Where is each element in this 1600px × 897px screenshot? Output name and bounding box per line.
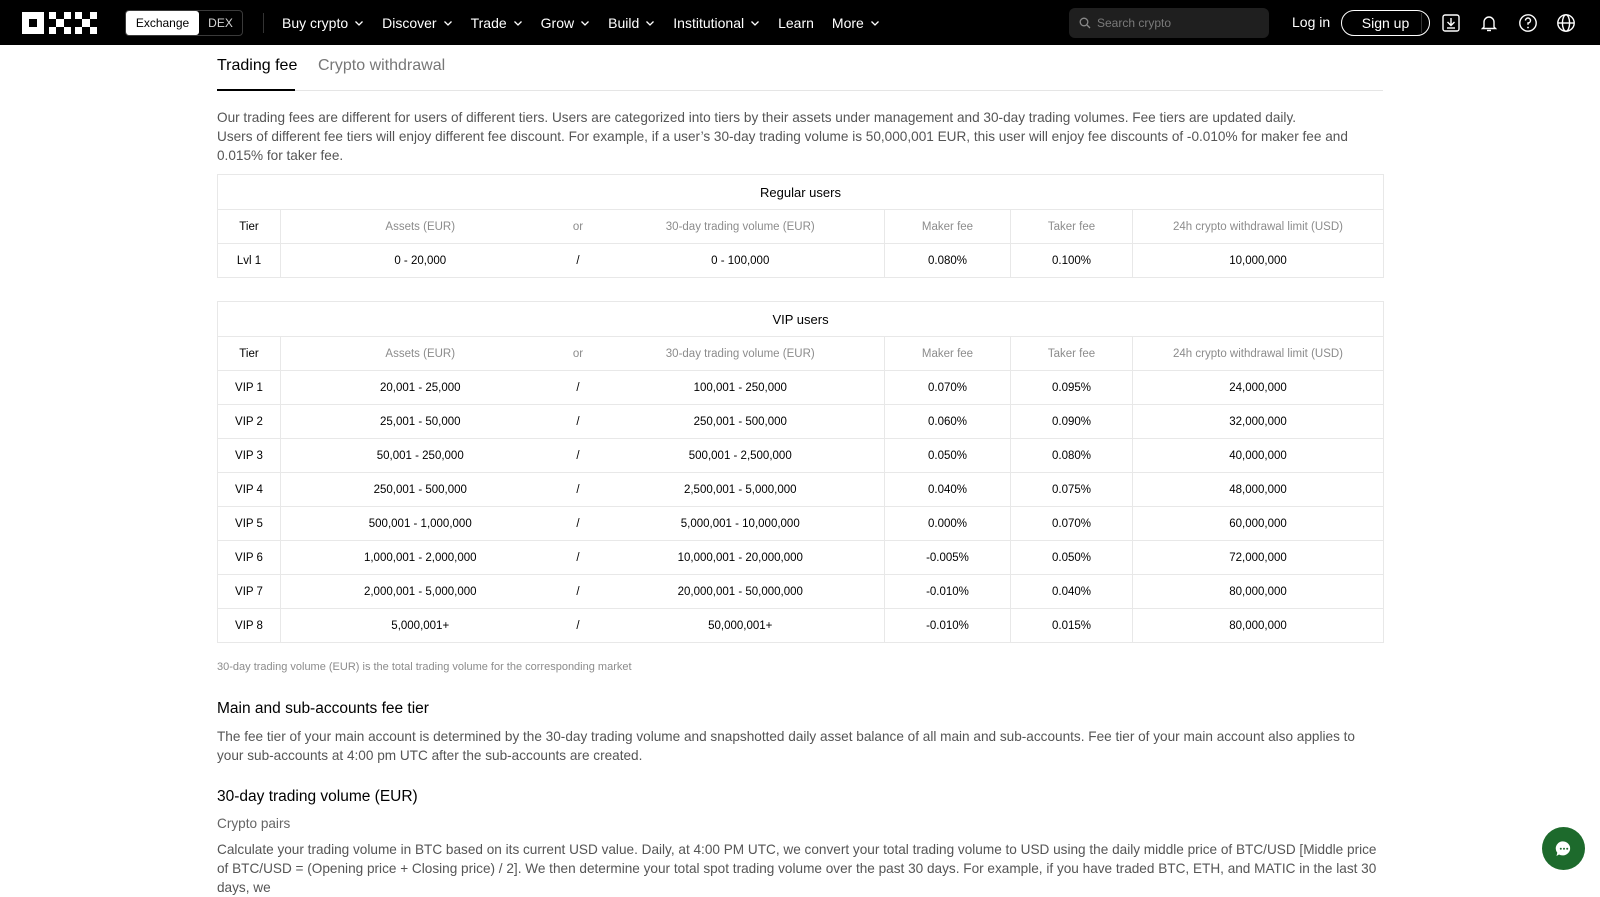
intro-paragraph: Our trading fees are different for users of different tiers. Users are categorized into tiers by their assets under management and 30-day trading volumes. Fee tiers are updated daily. <box>217 110 1297 125</box>
cell-maker-fee: 0.070% <box>885 371 1011 405</box>
intro-text <box>217 108 1383 165</box>
cell-maker-fee: -0.005% <box>885 541 1011 575</box>
nav-more[interactable] <box>832 15 880 31</box>
col-header-taker-fee: Taker fee <box>1011 210 1133 244</box>
section-title-volume: 30-day trading volume (EUR) <box>217 788 418 805</box>
table-header-row <box>218 210 1384 244</box>
exchange-toggle-option[interactable]: Exchange <box>126 11 199 35</box>
cell-assets: 250,001 - 500,000 <box>281 473 560 507</box>
cell-volume: 500,001 - 2,500,000 <box>597 439 885 473</box>
cell-tier: VIP 5 <box>218 507 281 541</box>
col-header-withdrawal-limit: 24h crypto withdrawal limit (USD) <box>1133 337 1384 371</box>
section-text-main-sub: The fee tier of your main account is determined by the 30-day trading volume and snapshotted daily asset balance of all main and sub-accounts. Fee tier of your main account also applies to your sub-accounts at 4:00 pm UTC after the sub-accounts are created. <box>217 729 1355 763</box>
fee-tabs <box>217 45 1383 91</box>
cell-taker-fee: 0.075% <box>1011 473 1133 507</box>
col-header-volume: 30-day trading volume (EUR) <box>597 337 885 371</box>
main-nav <box>282 0 898 45</box>
crypto-pairs-label: Crypto pairs <box>217 816 291 831</box>
cell-volume: 100,001 - 250,000 <box>597 371 885 405</box>
col-header-taker-fee: Taker fee <box>1011 337 1133 371</box>
cell-assets: 500,001 - 1,000,000 <box>281 507 560 541</box>
cell-maker-fee: 0.040% <box>885 473 1011 507</box>
cell-volume: 50,000,001+ <box>597 609 885 643</box>
cell-maker-fee: -0.010% <box>885 609 1011 643</box>
tab-crypto-withdrawal[interactable]: Crypto withdrawal <box>318 57 446 74</box>
login-link[interactable]: Log in <box>1292 14 1331 30</box>
cell-tier: VIP 6 <box>218 541 281 575</box>
cell-volume: 0 - 100,000 <box>597 244 885 278</box>
chevron-down-icon <box>580 18 590 28</box>
table-row <box>218 439 1384 473</box>
table-title: Regular users <box>218 175 1384 210</box>
cell-maker-fee: 0.050% <box>885 439 1011 473</box>
nav-divider <box>263 13 264 33</box>
table-title: VIP users <box>218 302 1384 337</box>
nav-label: More <box>831 14 864 31</box>
cell-or: / <box>560 507 597 541</box>
nav-discover[interactable] <box>382 15 452 31</box>
cell-assets: 2,000,001 - 5,000,000 <box>281 575 560 609</box>
cell-taker-fee: 0.040% <box>1011 575 1133 609</box>
nav-label: Build <box>608 14 640 31</box>
table-header-row <box>218 337 1384 371</box>
okx-logo[interactable] <box>22 12 99 34</box>
nav-label: Institutional <box>673 14 745 31</box>
signup-button[interactable]: Sign up <box>1341 10 1430 36</box>
chevron-down-icon <box>645 18 655 28</box>
col-header-withdrawal-limit: 24h crypto withdrawal limit (USD) <box>1133 210 1384 244</box>
chevron-down-icon <box>870 18 880 28</box>
col-header-or: or <box>560 210 597 244</box>
chat-button[interactable] <box>1542 827 1585 870</box>
cell-or: / <box>560 473 597 507</box>
globe-icon[interactable] <box>1556 13 1576 33</box>
table-row <box>218 575 1384 609</box>
col-header-tier: Tier <box>218 210 281 244</box>
dex-toggle-option[interactable]: DEX <box>208 16 233 30</box>
nav-buy-crypto[interactable] <box>282 15 364 31</box>
cell-maker-fee: -0.010% <box>885 575 1011 609</box>
cell-tier: VIP 4 <box>218 473 281 507</box>
cell-volume: 250,001 - 500,000 <box>597 405 885 439</box>
nav-label: Grow <box>540 14 575 31</box>
table-row <box>218 473 1384 507</box>
nav-grow[interactable] <box>541 15 590 31</box>
cell-withdrawal-limit: 32,000,000 <box>1133 405 1384 439</box>
cell-or: / <box>560 439 597 473</box>
cell-or: / <box>560 541 597 575</box>
nav-divider <box>1421 13 1422 33</box>
cell-volume: 2,500,001 - 5,000,000 <box>597 473 885 507</box>
section-title-main-sub: Main and sub-accounts fee tier <box>217 700 429 717</box>
table-row <box>218 507 1384 541</box>
cell-or: / <box>560 405 597 439</box>
cell-tier: Lvl 1 <box>218 244 281 278</box>
cell-taker-fee: 0.100% <box>1011 244 1133 278</box>
cell-assets: 0 - 20,000 <box>281 244 560 278</box>
chevron-down-icon <box>750 18 760 28</box>
nav-label: Buy crypto <box>282 14 349 31</box>
table-row <box>218 371 1384 405</box>
cell-withdrawal-limit: 80,000,000 <box>1133 575 1384 609</box>
section-text-volume: Calculate your trading volume in BTC based on its current USD value. Daily, at 4:00 PM UTC, we convert your total trading volume to USD using the daily middle price of BTC/USD [Middle price of BTC/USD = (Opening price + Closing price) / 2]. We then determine your total spot trading volume over the past 30 days. For example, if you have traded BTC, ETH, and MATIC in the last 30 days, we <box>217 842 1377 895</box>
cell-taker-fee: 0.070% <box>1011 507 1133 541</box>
cell-or: / <box>560 609 597 643</box>
nav-label: Trade <box>470 14 507 31</box>
cell-withdrawal-limit: 24,000,000 <box>1133 371 1384 405</box>
tab-trading-fee[interactable]: Trading fee <box>217 57 298 74</box>
intro-paragraph: Users of different fee tiers will enjoy different fee discount. For example, if a user’s 30-day trading volume is 50,000,001 EUR, this user will enjoy fee discounts of -0.010% for maker fee and 0.015% for taker fee. <box>217 129 1348 163</box>
table-row <box>218 405 1384 439</box>
cell-taker-fee: 0.015% <box>1011 609 1133 643</box>
download-icon[interactable] <box>1441 13 1461 33</box>
col-header-maker-fee: Maker fee <box>885 337 1011 371</box>
nav-institutional[interactable] <box>673 15 760 31</box>
col-header-assets: Assets (EUR) <box>281 337 560 371</box>
active-tab-indicator <box>217 89 295 91</box>
cell-assets: 25,001 - 50,000 <box>281 405 560 439</box>
nav-learn[interactable] <box>778 15 814 31</box>
cell-or: / <box>560 575 597 609</box>
exchange-dex-toggle <box>125 10 243 36</box>
search-icon <box>1079 17 1091 29</box>
vip-users-table <box>217 301 1384 643</box>
col-header-tier: Tier <box>218 337 281 371</box>
cell-withdrawal-limit: 80,000,000 <box>1133 609 1384 643</box>
cell-volume: 10,000,001 - 20,000,000 <box>597 541 885 575</box>
cell-withdrawal-limit: 40,000,000 <box>1133 439 1384 473</box>
chevron-down-icon <box>513 18 523 28</box>
cell-maker-fee: 0.060% <box>885 405 1011 439</box>
cell-assets: 1,000,001 - 2,000,000 <box>281 541 560 575</box>
table-row <box>218 609 1384 643</box>
cell-taker-fee: 0.080% <box>1011 439 1133 473</box>
table-row <box>218 541 1384 575</box>
nav-build[interactable] <box>608 15 655 31</box>
cell-withdrawal-limit: 72,000,000 <box>1133 541 1384 575</box>
nav-label: Discover <box>382 14 437 31</box>
cell-volume: 5,000,001 - 10,000,000 <box>597 507 885 541</box>
cell-tier: VIP 2 <box>218 405 281 439</box>
search-box <box>1069 8 1269 38</box>
chat-icon <box>1554 839 1574 859</box>
cell-tier: VIP 8 <box>218 609 281 643</box>
cell-assets: 20,001 - 25,000 <box>281 371 560 405</box>
cell-withdrawal-limit: 60,000,000 <box>1133 507 1384 541</box>
fee-content <box>217 45 1383 897</box>
top-navbar <box>0 0 1600 45</box>
col-header-assets: Assets (EUR) <box>281 210 560 244</box>
search-input[interactable] <box>1097 16 1262 30</box>
volume-footnote: 30-day trading volume (EUR) is the total trading volume for the corresponding market <box>217 661 632 673</box>
cell-maker-fee: 0.080% <box>885 244 1011 278</box>
table-row <box>218 244 1384 278</box>
cell-maker-fee: 0.000% <box>885 507 1011 541</box>
cell-tier: VIP 1 <box>218 371 281 405</box>
cell-withdrawal-limit: 48,000,000 <box>1133 473 1384 507</box>
cell-taker-fee: 0.050% <box>1011 541 1133 575</box>
cell-assets: 5,000,001+ <box>281 609 560 643</box>
col-header-volume: 30-day trading volume (EUR) <box>597 210 885 244</box>
cell-taker-fee: 0.090% <box>1011 405 1133 439</box>
chevron-down-icon <box>443 18 453 28</box>
cell-tier: VIP 7 <box>218 575 281 609</box>
bell-icon[interactable] <box>1479 13 1499 33</box>
cell-tier: VIP 3 <box>218 439 281 473</box>
regular-users-table <box>217 174 1384 278</box>
nav-label: Learn <box>778 14 814 31</box>
cell-assets: 50,001 - 250,000 <box>281 439 560 473</box>
cell-volume: 20,000,001 - 50,000,000 <box>597 575 885 609</box>
chevron-down-icon <box>354 18 364 28</box>
col-header-or: or <box>560 337 597 371</box>
cell-or: / <box>560 244 597 278</box>
col-header-maker-fee: Maker fee <box>885 210 1011 244</box>
help-icon[interactable] <box>1518 13 1538 33</box>
cell-taker-fee: 0.095% <box>1011 371 1133 405</box>
cell-withdrawal-limit: 10,000,000 <box>1133 244 1384 278</box>
cell-or: / <box>560 371 597 405</box>
nav-trade[interactable] <box>471 15 523 31</box>
